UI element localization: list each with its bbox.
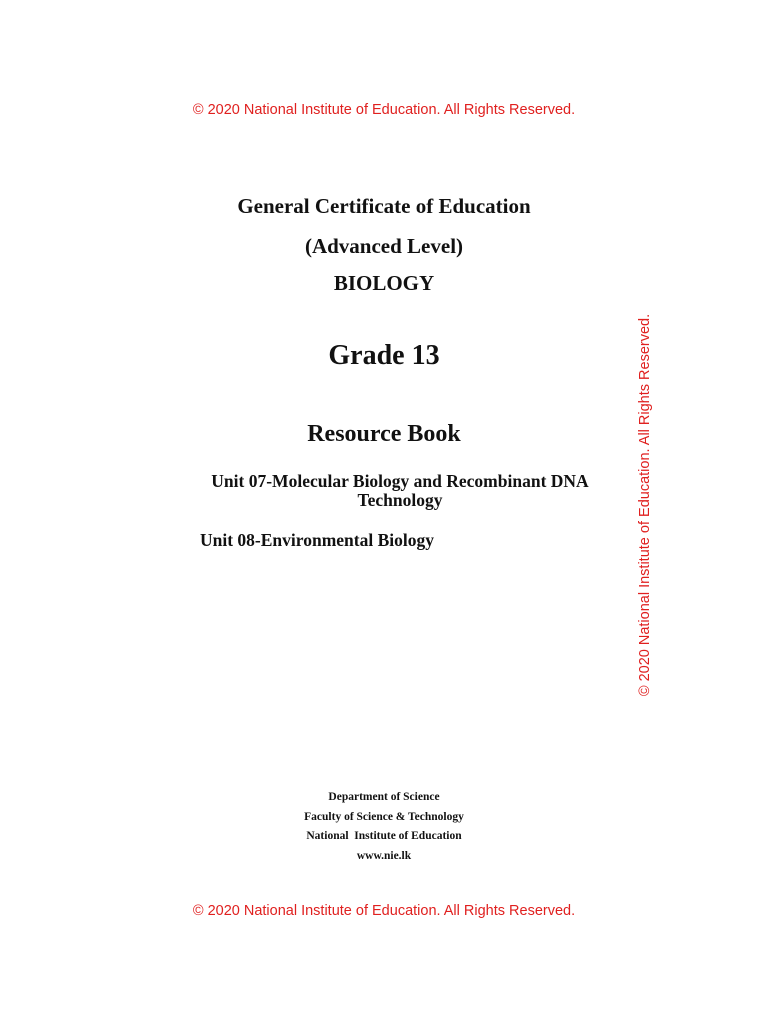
unit-07-line1: Unit 07-Molecular Biology and Recombinant DNA xyxy=(211,471,589,491)
copyright-notice-bottom: © 2020 National Institute of Education. All Rights Reserved. xyxy=(192,903,576,919)
resource-book-title: Resource Book xyxy=(307,421,461,447)
department-name: Department of Science xyxy=(328,791,440,803)
unit-08-title: Unit 08-Environmental Biology xyxy=(200,530,435,550)
copyright-notice-side: © 2020 National Institute of Education. All Rights Reserved. xyxy=(637,313,653,697)
title-line-gce: General Certificate of Education xyxy=(237,194,531,218)
copyright-notice-top: © 2020 National Institute of Education. All Rights Reserved. xyxy=(192,102,576,118)
grade-title: Grade 13 xyxy=(328,340,440,371)
website-text: www.nie.lk xyxy=(356,850,412,862)
institute-name: National Institute of Education xyxy=(306,830,462,842)
title-line-advanced-level: (Advanced Level) xyxy=(304,234,464,258)
unit-07-line2: Technology xyxy=(357,490,443,510)
unit-07-title xyxy=(190,472,610,510)
faculty-name: Faculty of Science & Technology xyxy=(304,811,464,823)
subject-title: BIOLOGY xyxy=(333,271,435,295)
